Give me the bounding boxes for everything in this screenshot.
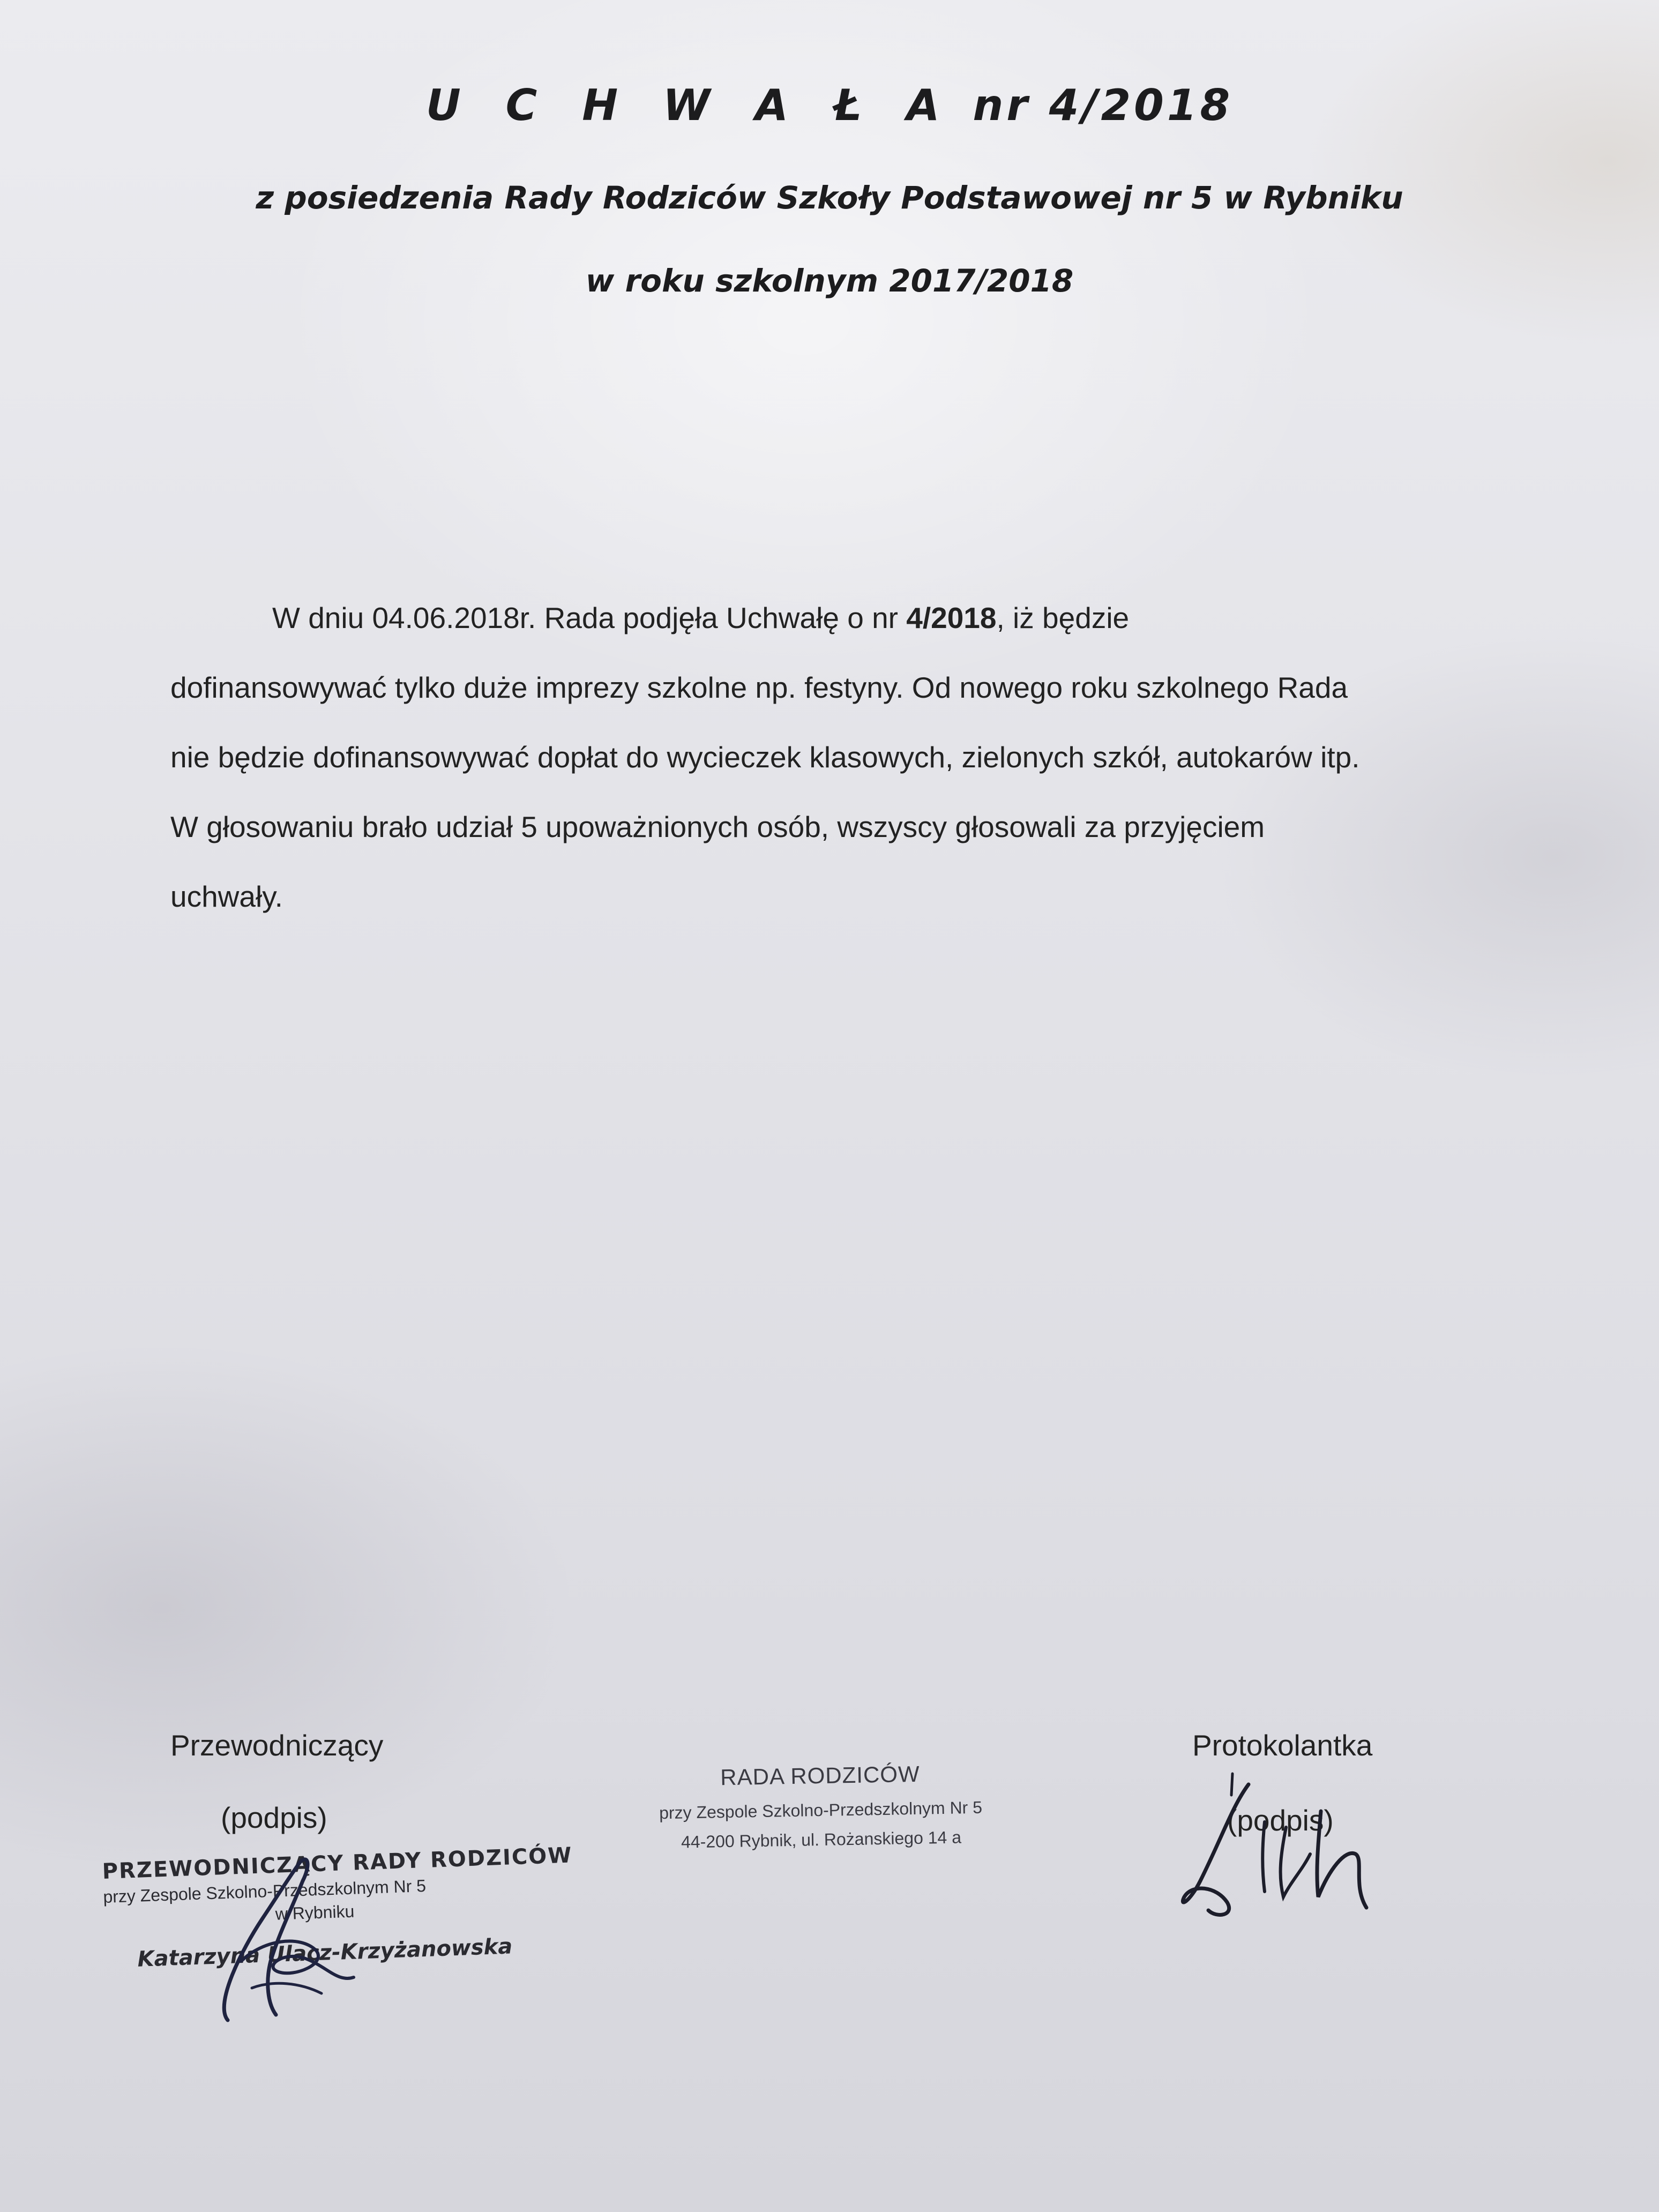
resolution-body [170,583,1478,931]
title-word: U C H W A Ł A [425,80,955,130]
council-stamp-institution: przy Zespole Szkolno-Przedszkolnym Nr 5 [659,1797,983,1823]
chairman-handwritten-signature [177,1843,402,2031]
recorder-signature-placeholder: (podpis) [1227,1804,1334,1837]
council-stamp-address: 44-200 Rybnik, ul. Rożanskiego 14 a [681,1827,962,1852]
stamp-institution: przy Zespole Szkolno-Przedszkolnym Nr 5 [102,1875,427,1907]
chairman-signature-placeholder: (podpis) [221,1801,327,1834]
council-stamp-title: RADA RODZICÓW [720,1761,920,1790]
stamp-title: PRZEWODNICZĄCY RADY RODZICÓW [102,1843,573,1884]
body-line: dofinansowywać tylko duże imprezy szkolne np. festyny. Od nowego roku szkolnego Rada [170,671,1348,704]
stamp-city: w Rybniku [275,1901,355,1924]
body-line: uchwały. [170,880,283,913]
chairman-name: Katarzyna Ulacz-Krzyżanowska [137,1934,513,1972]
resolution-number: 4/2018 [906,601,997,634]
subtitle-school-year: w roku szkolnym 2017/2018 [585,263,1074,299]
body-line: W głosowaniu brało udział 5 upoważnionych osób, wszyscy głosowali za przyjęciem [170,810,1265,843]
subtitle-meeting: z posiedzenia Rady Rodziców Szkoły Podstawowej nr 5 w Rybniku [256,180,1403,216]
council-stamp [659,1760,983,1852]
document-title [0,80,1659,130]
body-line: W dniu 04.06.2018r. Rada podjęła Uchwałę o nr 4/2018, iż będzie [272,601,1130,634]
recorder-label: Protokolantka [1192,1729,1373,1762]
chairman-label: Przewodniczący [170,1729,384,1762]
recorder-handwritten-signature [1168,1763,1404,1924]
title-number: nr 4/2018 [973,80,1234,130]
body-line: nie będzie dofinansowywać dopłat do wycieczek klasowych, zielonych szkół, autokarów itp. [170,741,1360,774]
